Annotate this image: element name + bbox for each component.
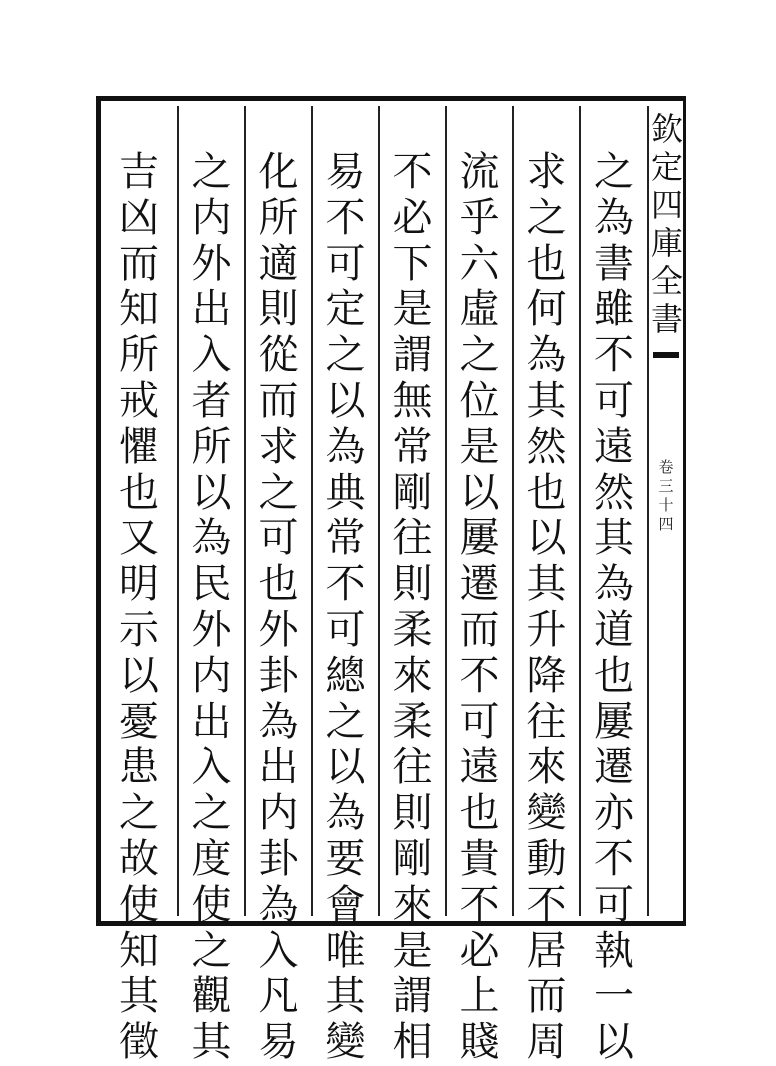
text-column-2: [514, 106, 581, 1066]
banxin-center-strip: [649, 106, 683, 916]
text-column-3: [447, 106, 514, 1066]
column-text-6: 化 所 適 則 從 而 求 之 可 也 外 卦 為 出 内 卦 為 入 凡 易: [258, 149, 299, 1066]
text-column-7: [179, 106, 246, 1066]
column-text-1: 之 為 書 雖 不 可 遠 然 其 為 道 也 屢 遷 亦 不 可 執 一 以: [594, 149, 634, 1066]
banxin-juan: 卷 三 十 四: [658, 458, 674, 533]
text-column-6: [246, 106, 313, 1066]
column-text-7: 之 内 外 出 入 者 所 以 為 民 外 内 出 入 之 度 使 之 觀 其: [191, 149, 232, 1066]
text-column-1: [581, 106, 649, 1066]
page-frame: [96, 96, 686, 1066]
text-column-5: [313, 106, 380, 1066]
text-column-4: [380, 106, 447, 1066]
column-text-3: 流 乎 六 虛 之 位 是 以 屢 遷 而 不 可 遠 也 貴 不 必 上 賤: [459, 149, 500, 1066]
column-text-2: 求 之 也 何 為 其 然 也 以 其 升 降 往 來 變 動 不 居 而 周: [526, 149, 567, 1066]
column-text-5: 易 不 可 定 之 以 為 典 常 不 可 總 之 以 為 要 會 唯 其 變: [325, 149, 366, 1066]
banxin-title: 欽 定 四 庫 全 書: [651, 110, 684, 338]
column-text-8: 吉 凶 而 知 所 戒 懼 也 又 明 示 以 憂 患 之 故 使 知 其 徵: [119, 149, 159, 1066]
text-column-8: [101, 106, 179, 1066]
fish-tail-mark: [653, 352, 679, 358]
column-text-4: 不 必 下 是 謂 無 常 剛 往 則 柔 來 柔 往 則 剛 來 是 謂 相: [392, 149, 433, 1066]
